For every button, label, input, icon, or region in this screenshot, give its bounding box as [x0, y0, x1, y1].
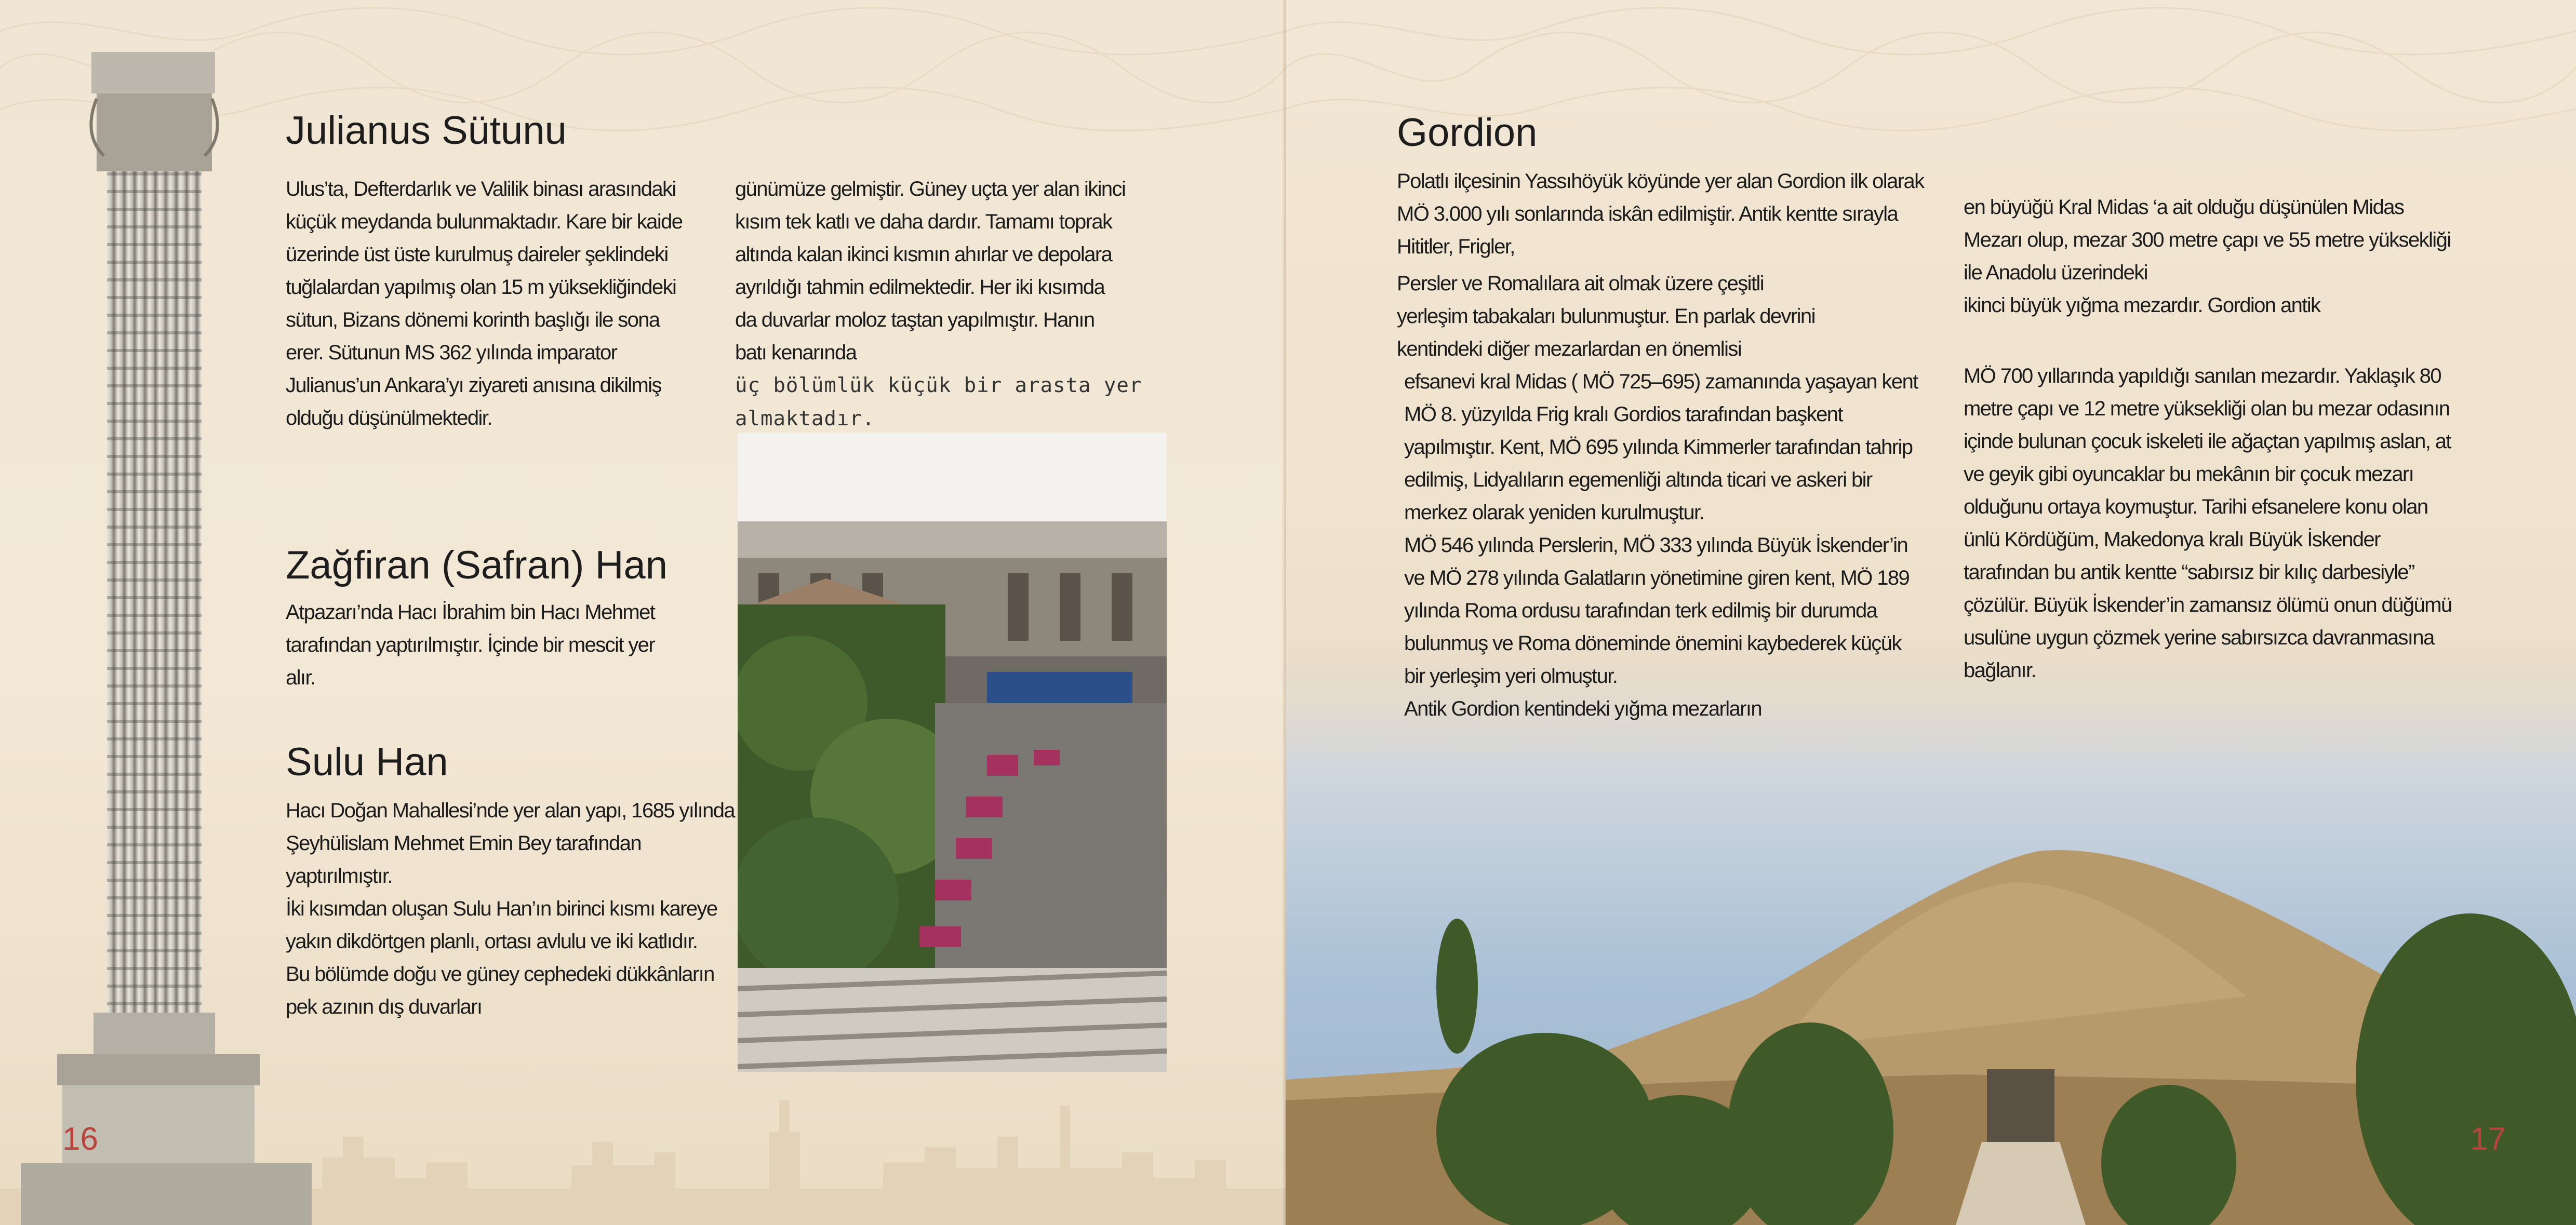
- text-line: erer. Sütunun MS 362 yılında imparator: [286, 341, 617, 364]
- sulu-han-title: Sulu Han: [286, 740, 448, 784]
- gordion-title: Gordion: [1397, 111, 1538, 155]
- text-line: MÖ 546 yılında Perslerin, MÖ 333 yılında Büyük İskender’in: [1404, 534, 1908, 557]
- text-line: üç bölümlük küçük bir arasta yer: [735, 374, 1142, 397]
- text-line: usulüne uygun çözmek yerine sabırsızca davranmasına: [1964, 626, 2434, 649]
- zagfiran-text: [286, 596, 732, 694]
- text-line: tarafından bu antik kentte “sabırsız bir kılıç darbesiyle”: [1964, 561, 2414, 584]
- text-line: yapılmıştır. Kent, MÖ 695 yılında Kimmerler tarafından tahrip: [1404, 436, 1913, 459]
- text-line: ve MÖ 278 yılında Galatların yönetimine giren kent, MÖ 189: [1404, 567, 1910, 589]
- text-line: ayrıldığı tahmin edilmektedir. Her iki kısımda: [735, 276, 1105, 299]
- text-line: Bu bölümde doğu ve güney cephedeki dükkânların: [286, 963, 714, 986]
- text-line: merkez olarak yeniden kurulmuştur.: [1404, 501, 1704, 524]
- text-line: olduğunu ortaya koymuştur. Tarihi efsanelere konu olan: [1964, 495, 2428, 518]
- text-line: pek azının dış duvarları: [286, 995, 482, 1018]
- text-line: edilmiş, Lidyalıların egemenliği altında ticari ve askeri bir: [1404, 468, 1872, 491]
- text-line: yılında Roma ordusu tarafından terk edilmiş bir durumda: [1404, 599, 1877, 622]
- text-line: Atpazarı’nda Hacı İbrahim bin Hacı Mehmet: [286, 601, 655, 624]
- text-line: bağlanır.: [1964, 659, 2036, 682]
- text-line: tarafından yaptırılmıştır. İçinde bir mescit yer: [286, 634, 655, 656]
- sulu-han-continued-text: [735, 173, 1192, 436]
- text-line: Polatlı ilçesinin Yassıhöyük köyünde yer alan Gordion ilk olarak: [1397, 170, 1924, 193]
- gordion-text-column-2-bottom: [1964, 360, 2535, 687]
- text-line: MÖ 8. yüzyılda Frig kralı Gordios tarafından başkent: [1404, 403, 1843, 426]
- right-page: [1286, 0, 2576, 1225]
- text-line: alır.: [286, 666, 315, 689]
- courtyard-photo: [738, 433, 1167, 1072]
- text-line: Hacı Doğan Mahallesi’nde yer alan yapı, 1685 yılında: [286, 799, 735, 822]
- text-line: günümüze gelmiştir. Güney uçta yer alan ikinci: [735, 178, 1126, 200]
- text-line: bulunmuş ve Roma döneminde önemini kaybederek küçük: [1404, 632, 1901, 655]
- text-line: ikinci büyük yığma mezardır. Gordion antik: [1964, 294, 2320, 317]
- text-line: Şeyhülislam Mehmet Emin Bey tarafından: [286, 832, 641, 855]
- text-line: MÖ 3.000 yılı sonlarında iskân edilmiştir. Antik kentte sırayla: [1397, 203, 1898, 225]
- text-line: batı kenarında: [735, 341, 857, 364]
- text-line: içinde bulunan çocuk iskeleti ile ağaçtan yapılmış aslan, at: [1964, 430, 2451, 453]
- text-line: Julianus’un Ankara’yı ziyareti anısına dikilmiş: [286, 374, 661, 397]
- text-line: tuğlalardan yapılmış olan 15 m yüksekliğindeki: [286, 276, 676, 299]
- julianus-text: [286, 173, 743, 435]
- text-line: sütun, Bizans dönemi korinth başlığı ile sona: [286, 308, 660, 331]
- text-line: olduğu düşünülmektedir.: [286, 407, 492, 429]
- text-line: efsanevi kral Midas ( MÖ 725–695) zamanında yaşayan kent: [1404, 370, 1918, 393]
- text-line: ve geyik gibi oyuncaklar bu mekânın bir çocuk mezarı: [1964, 463, 2414, 486]
- zagfiran-title: Zağfiran (Safran) Han: [286, 543, 668, 587]
- text-line: almaktadır.: [735, 407, 875, 430]
- text-line: kısım tek katlı ve daha dardır. Tamamı toprak: [735, 210, 1112, 233]
- text-line: altında kalan ikinci kısmın ahırlar ve depolara: [735, 243, 1112, 266]
- text-line: Persler ve Romalılara ait olmak üzere çeşitli: [1397, 272, 1764, 295]
- roman-column-photo: [0, 52, 332, 1225]
- text-line: ile Anadolu üzerindeki: [1964, 261, 2147, 284]
- text-line: Hititler, Frigler,: [1397, 235, 1515, 258]
- text-line: metre çapı ve 12 metre yüksekliği olan bu mezar odasının: [1964, 397, 2450, 420]
- text-line: üzerinde üst üste kurulmuş daireler şeklindeki: [286, 243, 668, 266]
- text-line: çözülür. Büyük İskender’in zamansız ölümü onun düğümü: [1964, 594, 2452, 616]
- gordion-text-column-1: [1397, 165, 1947, 725]
- text-line: Mezarı olup, mezar 300 metre çapı ve 55 metre yüksekliği: [1964, 228, 2451, 251]
- sulu-han-text: [286, 795, 738, 1024]
- page-number: 17: [2470, 1121, 2506, 1157]
- julianus-title: Julianus Sütunu: [286, 109, 567, 153]
- text-line: küçük meydanda bulunmaktadır. Kare bir kaide: [286, 210, 683, 233]
- text-line: ünlü Kördüğüm, Makedonya kralı Büyük İskender: [1964, 528, 2380, 551]
- text-line: da duvarlar moloz taştan yapılmıştır. Hanın: [735, 308, 1095, 331]
- left-page: [0, 0, 1286, 1225]
- text-line: yerleşim tabakaları bulunmuştur. En parlak devrini: [1397, 305, 1815, 328]
- text-line: Antik Gordion kentindeki yığma mezarların: [1404, 697, 1762, 720]
- text-line: yakın dikdörtgen planlı, ortası avlulu ve iki katlıdır.: [286, 930, 698, 953]
- text-line: MÖ 700 yıllarında yapıldığı sanılan mezardır. Yaklaşık 80: [1964, 365, 2441, 387]
- text-line: yaptırılmıştır.: [286, 865, 392, 887]
- text-line: kentindeki diğer mezarlardan en önemlisi: [1397, 338, 1742, 360]
- text-line: en büyüğü Kral Midas ‘a ait olduğu düşünülen Midas: [1964, 196, 2404, 219]
- gordion-text-column-2-top: [1964, 191, 2525, 322]
- text-line: İki kısımdan oluşan Sulu Han’ın birinci kısmı kareye: [286, 897, 717, 920]
- text-line: bir yerleşim yeri olmuştur.: [1404, 665, 1618, 688]
- page-number: 16: [62, 1121, 98, 1157]
- text-line: Ulus’ta, Defterdarlık ve Valilik binası arasındaki: [286, 178, 676, 200]
